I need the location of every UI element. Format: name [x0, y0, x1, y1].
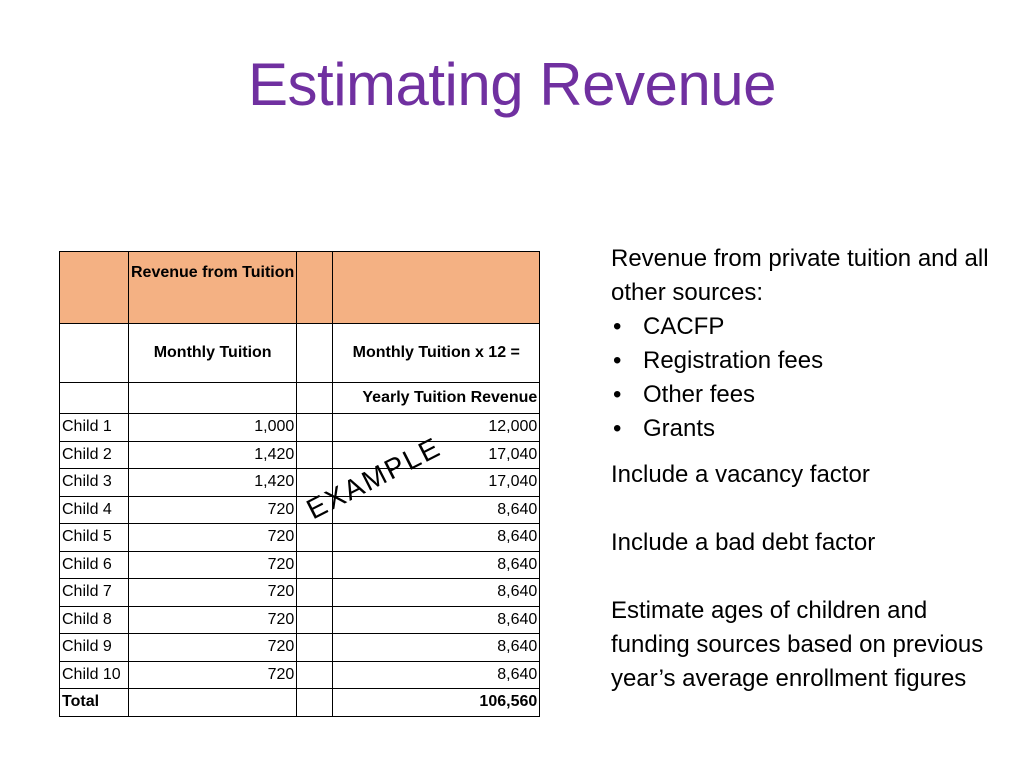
spacer-cell: [297, 441, 333, 469]
child-name: Child 1: [60, 414, 129, 442]
notes-bullet-list: [611, 310, 1011, 446]
bullet-text: Grants: [643, 415, 716, 442]
bullet-icon: •: [613, 313, 622, 340]
monthly-tuition-value: 720: [129, 606, 297, 634]
header-blank-cell: [60, 252, 129, 324]
yearly-tuition-value: 8,640: [333, 524, 540, 552]
monthly-tuition-value: 1,420: [129, 441, 297, 469]
total-value: 106,560: [333, 689, 540, 717]
table-row: [60, 496, 540, 524]
child-name: Child 10: [60, 661, 129, 689]
header-revenue-label: Revenue from Tuition: [129, 252, 297, 324]
yearly-label-row: [60, 383, 540, 414]
spacer-cell: [297, 661, 333, 689]
bullet-text: Other fees: [643, 381, 756, 408]
table-row: [60, 634, 540, 662]
spacer-cell: [297, 551, 333, 579]
bullet-text: CACFP: [643, 313, 725, 340]
spacer-cell: [297, 634, 333, 662]
header-spacer-cell: [297, 252, 333, 324]
monthly-tuition-value: 720: [129, 634, 297, 662]
child-name: Child 4: [60, 496, 129, 524]
vacancy-note: Include a vacancy factor: [611, 461, 870, 488]
yearly-tuition-value: 8,640: [333, 496, 540, 524]
monthly-tuition-value: 720: [129, 579, 297, 607]
table-row: [60, 606, 540, 634]
table-row: [60, 579, 540, 607]
spacer-cell: [297, 414, 333, 442]
monthly-tuition-value: 1,420: [129, 469, 297, 497]
bullet-item: [611, 344, 1011, 378]
bad-debt-note: Include a bad debt factor: [611, 529, 876, 556]
child-name: Child 8: [60, 606, 129, 634]
slide-title: Estimating Revenue: [248, 51, 776, 118]
bullet-item: [611, 378, 1011, 412]
monthly-tuition-value: 720: [129, 524, 297, 552]
yearly-tuition-label: Yearly Tuition Revenue: [333, 383, 540, 414]
bullet-text: Registration fees: [643, 347, 824, 374]
spacer-cell: [297, 606, 333, 634]
monthly-tuition-value: 720: [129, 551, 297, 579]
table-row: [60, 524, 540, 552]
table-row: [60, 551, 540, 579]
child-rows: [60, 414, 540, 689]
notes-intro: Revenue from private tuition and all other sources:: [611, 245, 989, 306]
child-name: Child 2: [60, 441, 129, 469]
table-row: [60, 414, 540, 442]
spacer-cell: [297, 579, 333, 607]
yearly-tuition-value: 8,640: [333, 579, 540, 607]
bullet-icon: •: [613, 415, 622, 442]
yearly-tuition-value: 8,640: [333, 551, 540, 579]
yearly-tuition-value: 17,040: [333, 441, 540, 469]
child-name: Child 6: [60, 551, 129, 579]
yearly-tuition-value: 12,000: [333, 414, 540, 442]
total-label: Total: [60, 689, 129, 717]
table-row: [60, 661, 540, 689]
monthly-tuition-value: 720: [129, 496, 297, 524]
yearly-tuition-value: 17,040: [333, 469, 540, 497]
example-stamp: EXAMPLE: [301, 431, 446, 526]
monthly-tuition-value: 1,000: [129, 414, 297, 442]
notes-panel: [611, 242, 1011, 696]
bullet-icon: •: [613, 381, 622, 408]
monthly-tuition-value: 720: [129, 661, 297, 689]
child-name: Child 7: [60, 579, 129, 607]
header-empty-cell: [333, 252, 540, 324]
table-row: [60, 441, 540, 469]
table-header-row: [60, 252, 540, 324]
formula-header: Monthly Tuition x 12 =: [333, 324, 540, 383]
yearly-tuition-value: 8,640: [333, 661, 540, 689]
child-name: Child 3: [60, 469, 129, 497]
spacer-cell: [297, 524, 333, 552]
child-name: Child 9: [60, 634, 129, 662]
bullet-item: [611, 310, 1011, 344]
child-name: Child 5: [60, 524, 129, 552]
total-row: [60, 689, 540, 717]
bullet-item: [611, 412, 1011, 446]
revenue-table: [59, 251, 540, 717]
table-subheader-row: [60, 324, 540, 383]
monthly-tuition-header: Monthly Tuition: [129, 324, 297, 383]
table-row: [60, 469, 540, 497]
yearly-tuition-value: 8,640: [333, 634, 540, 662]
bullet-icon: •: [613, 347, 622, 374]
yearly-tuition-value: 8,640: [333, 606, 540, 634]
estimate-note: Estimate ages of children and funding sources based on previous year’s average enrollment figures: [611, 597, 984, 692]
